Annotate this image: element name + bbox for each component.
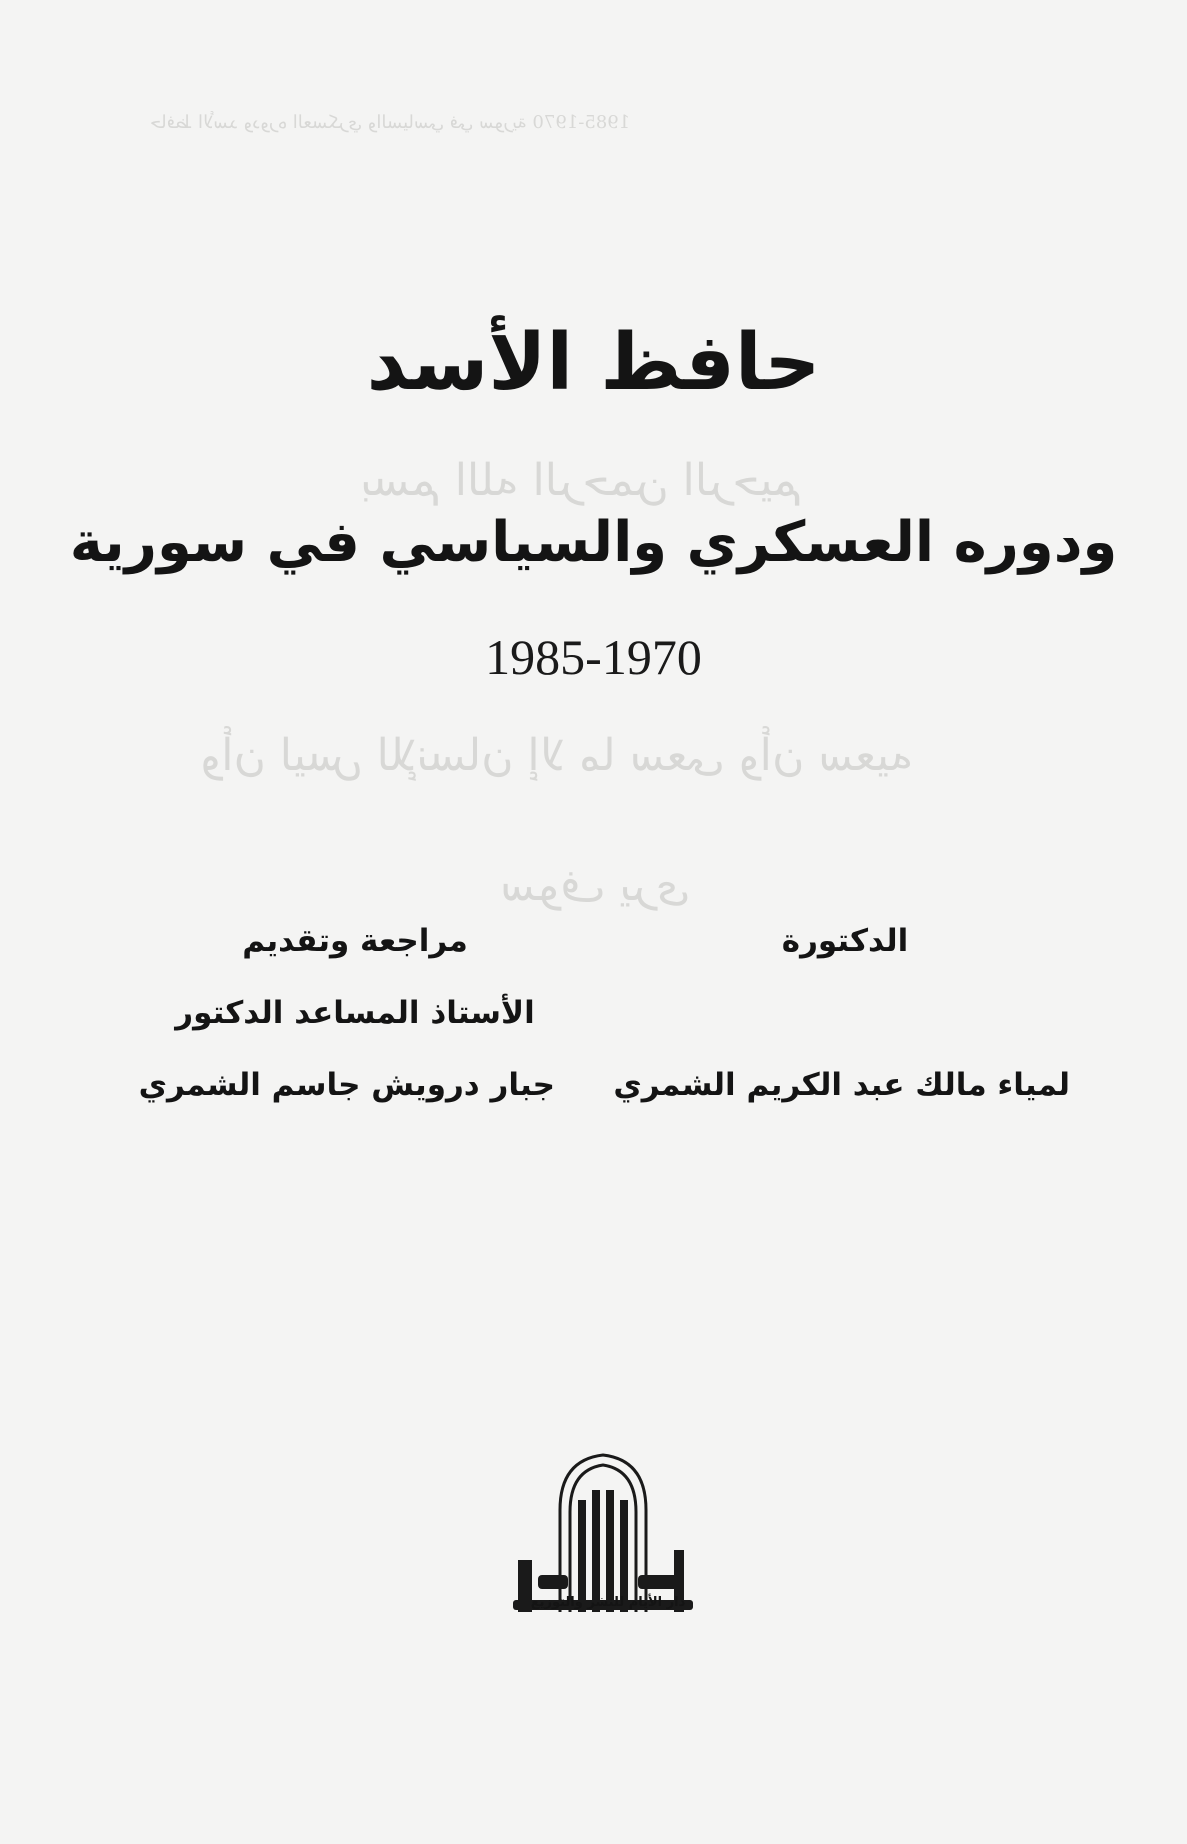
bleed-through-header: حافظ الأسد ودوره العسكري والسياسي في سورية 1970-1985 [150, 112, 631, 133]
publisher-caption: دار الأيام للنشر والتوزيع [530, 1595, 686, 1610]
reviewer-block [138, 905, 555, 1121]
bleed-through-verse-1: وأن ليس للإنسان إلا ما سعى وأن سعيه [200, 730, 914, 781]
reviewer-rank: الأستاذ المساعد الدكتور [175, 995, 535, 1031]
book-years: 1985-1970 [485, 629, 702, 685]
bleed-through-basmala: بسم الله الرحمن الرحيم [360, 455, 803, 506]
reviewer-name: جبار درويش جاسم الشمري [138, 1067, 555, 1103]
author-block [613, 905, 1070, 1121]
author-name: لمياء مالك عبد الكريم الشمري [613, 1067, 1070, 1103]
reviewer-label: مراجعة وتقديم [242, 923, 468, 959]
book-title: حافظ الأسد [366, 318, 821, 408]
bleed-through-verse-2: سوف يرى [500, 860, 691, 911]
author-label: الدكتورة [781, 923, 909, 959]
book-subtitle: ودوره العسكري والسياسي في سورية [69, 510, 1118, 575]
